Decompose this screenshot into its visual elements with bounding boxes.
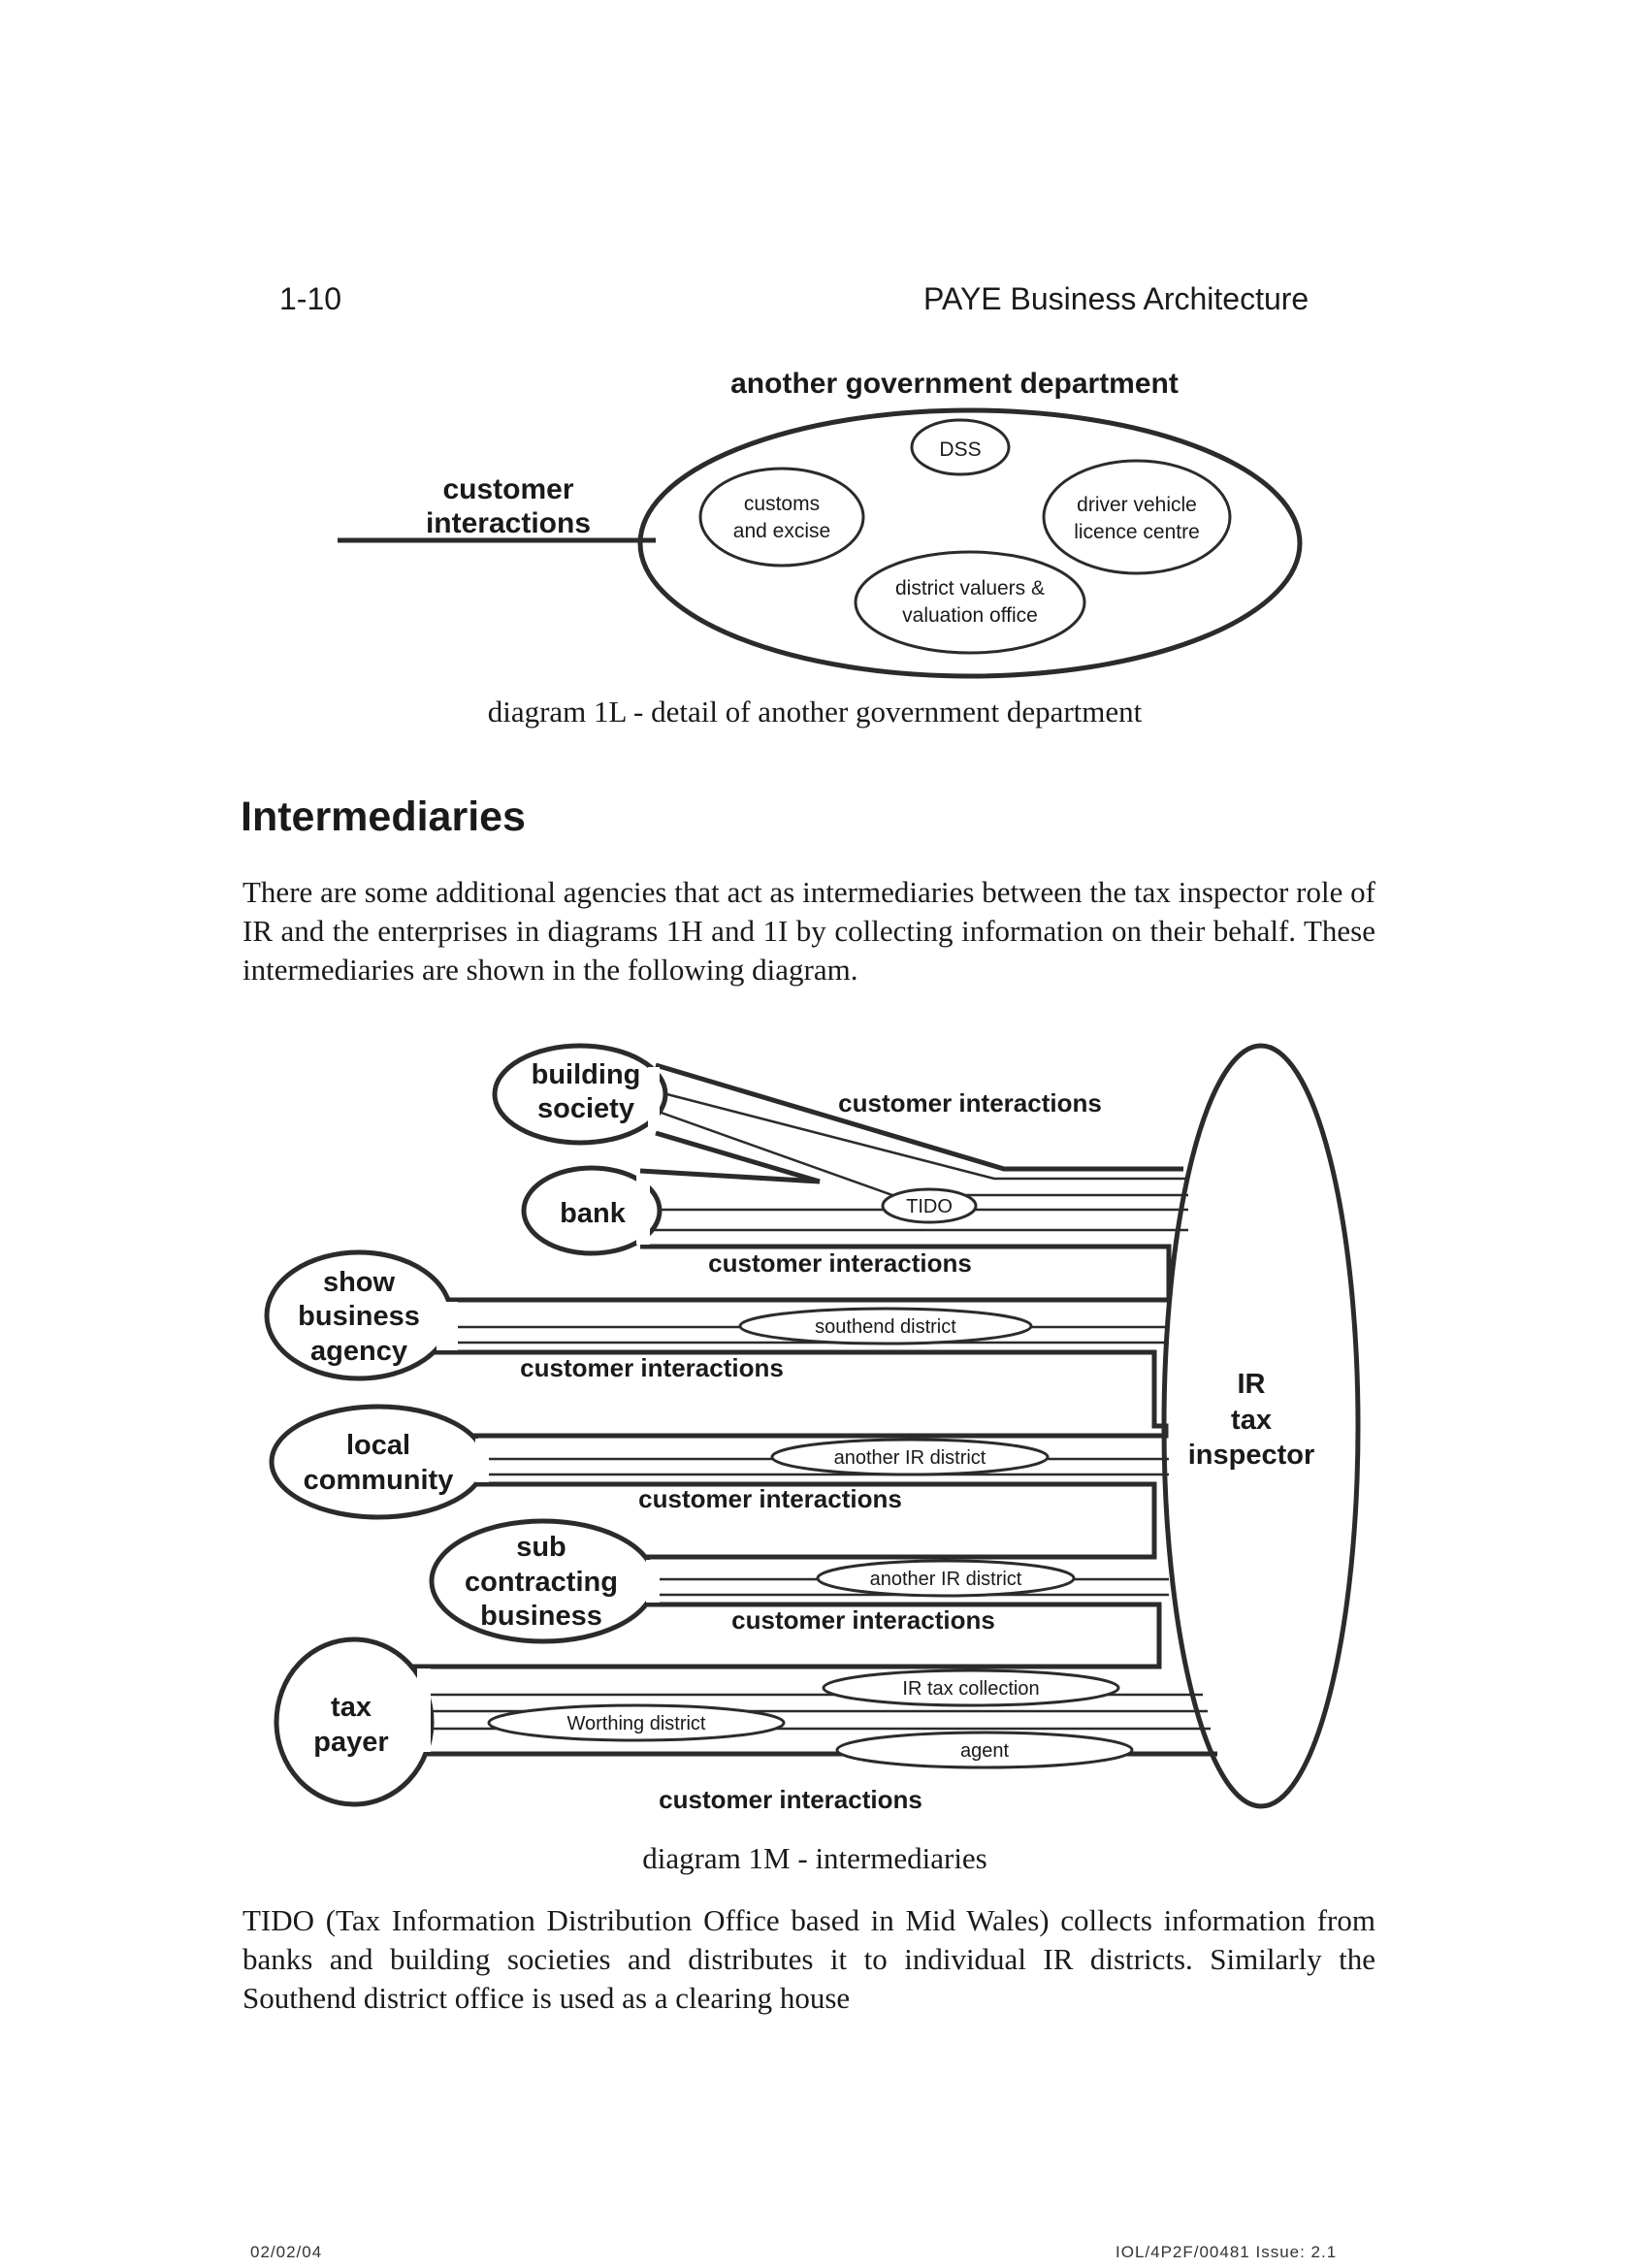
customer-interactions-label-d: customer interactions [638,1484,902,1513]
show-business-label-3: agency [310,1336,407,1367]
customs-label-2: and excise [732,520,831,542]
show-business-label-2: business [298,1301,420,1332]
worthing-district-label: Worthing district [566,1713,706,1734]
tido-label: TIDO [906,1196,953,1217]
running-title: PAYE Business Architecture [923,281,1310,316]
ir-label-3: inspector [1187,1440,1315,1471]
footer-reference: IOL/4P2F/00481 Issue: 2.1 [1116,2243,1338,2261]
customer-interactions-label-2: interactions [425,507,592,539]
sub-contracting-label-3: business [480,1601,602,1632]
building-society-label-1: building [531,1059,641,1090]
customer-interactions-label-f: customer interactions [659,1785,922,1814]
customer-interactions-label-b: customer interactions [708,1248,972,1278]
page-number: 1-10 [279,281,342,316]
ir-tax-collection-label: IR tax collection [902,1678,1040,1700]
another-ir-district-label-1: another IR district [833,1447,986,1469]
show-business-label-1: show [322,1267,396,1298]
footer-date: 02/02/04 [250,2243,323,2261]
diagram-1m-caption: diagram 1M - intermediaries [642,1841,987,1875]
dvlc-label-1: driver vehicle [1077,494,1197,516]
department-label: another government department [730,368,1179,400]
valuers-label-2: valuation office [902,604,1038,627]
local-community-node [272,1407,485,1517]
sub-contracting-label-2: contracting [465,1567,618,1598]
customer-interactions-label-e: customer interactions [731,1605,995,1635]
local-community-label-1: local [345,1430,411,1461]
bank-label: bank [560,1198,626,1229]
intro-paragraph: There are some additional agencies that act as intermediaries between the tax inspector role of IR and the enterprises in diagrams 1H and 1I by collecting information on their behalf. These intermediaries are shown in the following diagram. [242,875,1375,987]
closing-paragraph: TIDO (Tax Information Distribution Office based in Mid Wales) collects information from banks and building societies and distributes it to individual IR districts. Similarly the Southend district office is used as a clearing house [242,1903,1375,2015]
building-society-label-2: society [537,1093,634,1124]
sub-contracting-label-1: sub [516,1532,566,1563]
customer-interactions-label-a: customer interactions [838,1088,1102,1118]
ir-label-1: IR [1237,1369,1266,1400]
southend-label: southend district [815,1316,956,1338]
building-society-flow-2 [656,1111,1188,1195]
dvlc-label-2: licence centre [1074,521,1200,543]
local-community-label-2: community [303,1465,454,1496]
dss-label: DSS [939,438,982,461]
section-heading: Intermediaries [241,794,526,840]
agent-label: agent [959,1740,1010,1762]
ir-label-2: tax [1231,1405,1272,1436]
diagram-1l-caption: diagram 1L - detail of another government department [487,695,1143,729]
customer-interactions-label-c: customer interactions [520,1353,784,1382]
customs-label-1: customs [743,493,821,515]
customer-interactions-label-1: customer [442,473,574,505]
tax-payer-label-1: tax [331,1692,372,1723]
tax-payer-label-2: payer [313,1727,389,1758]
another-ir-district-label-2: another IR district [869,1569,1022,1590]
valuers-label-1: district valuers & [894,577,1046,599]
